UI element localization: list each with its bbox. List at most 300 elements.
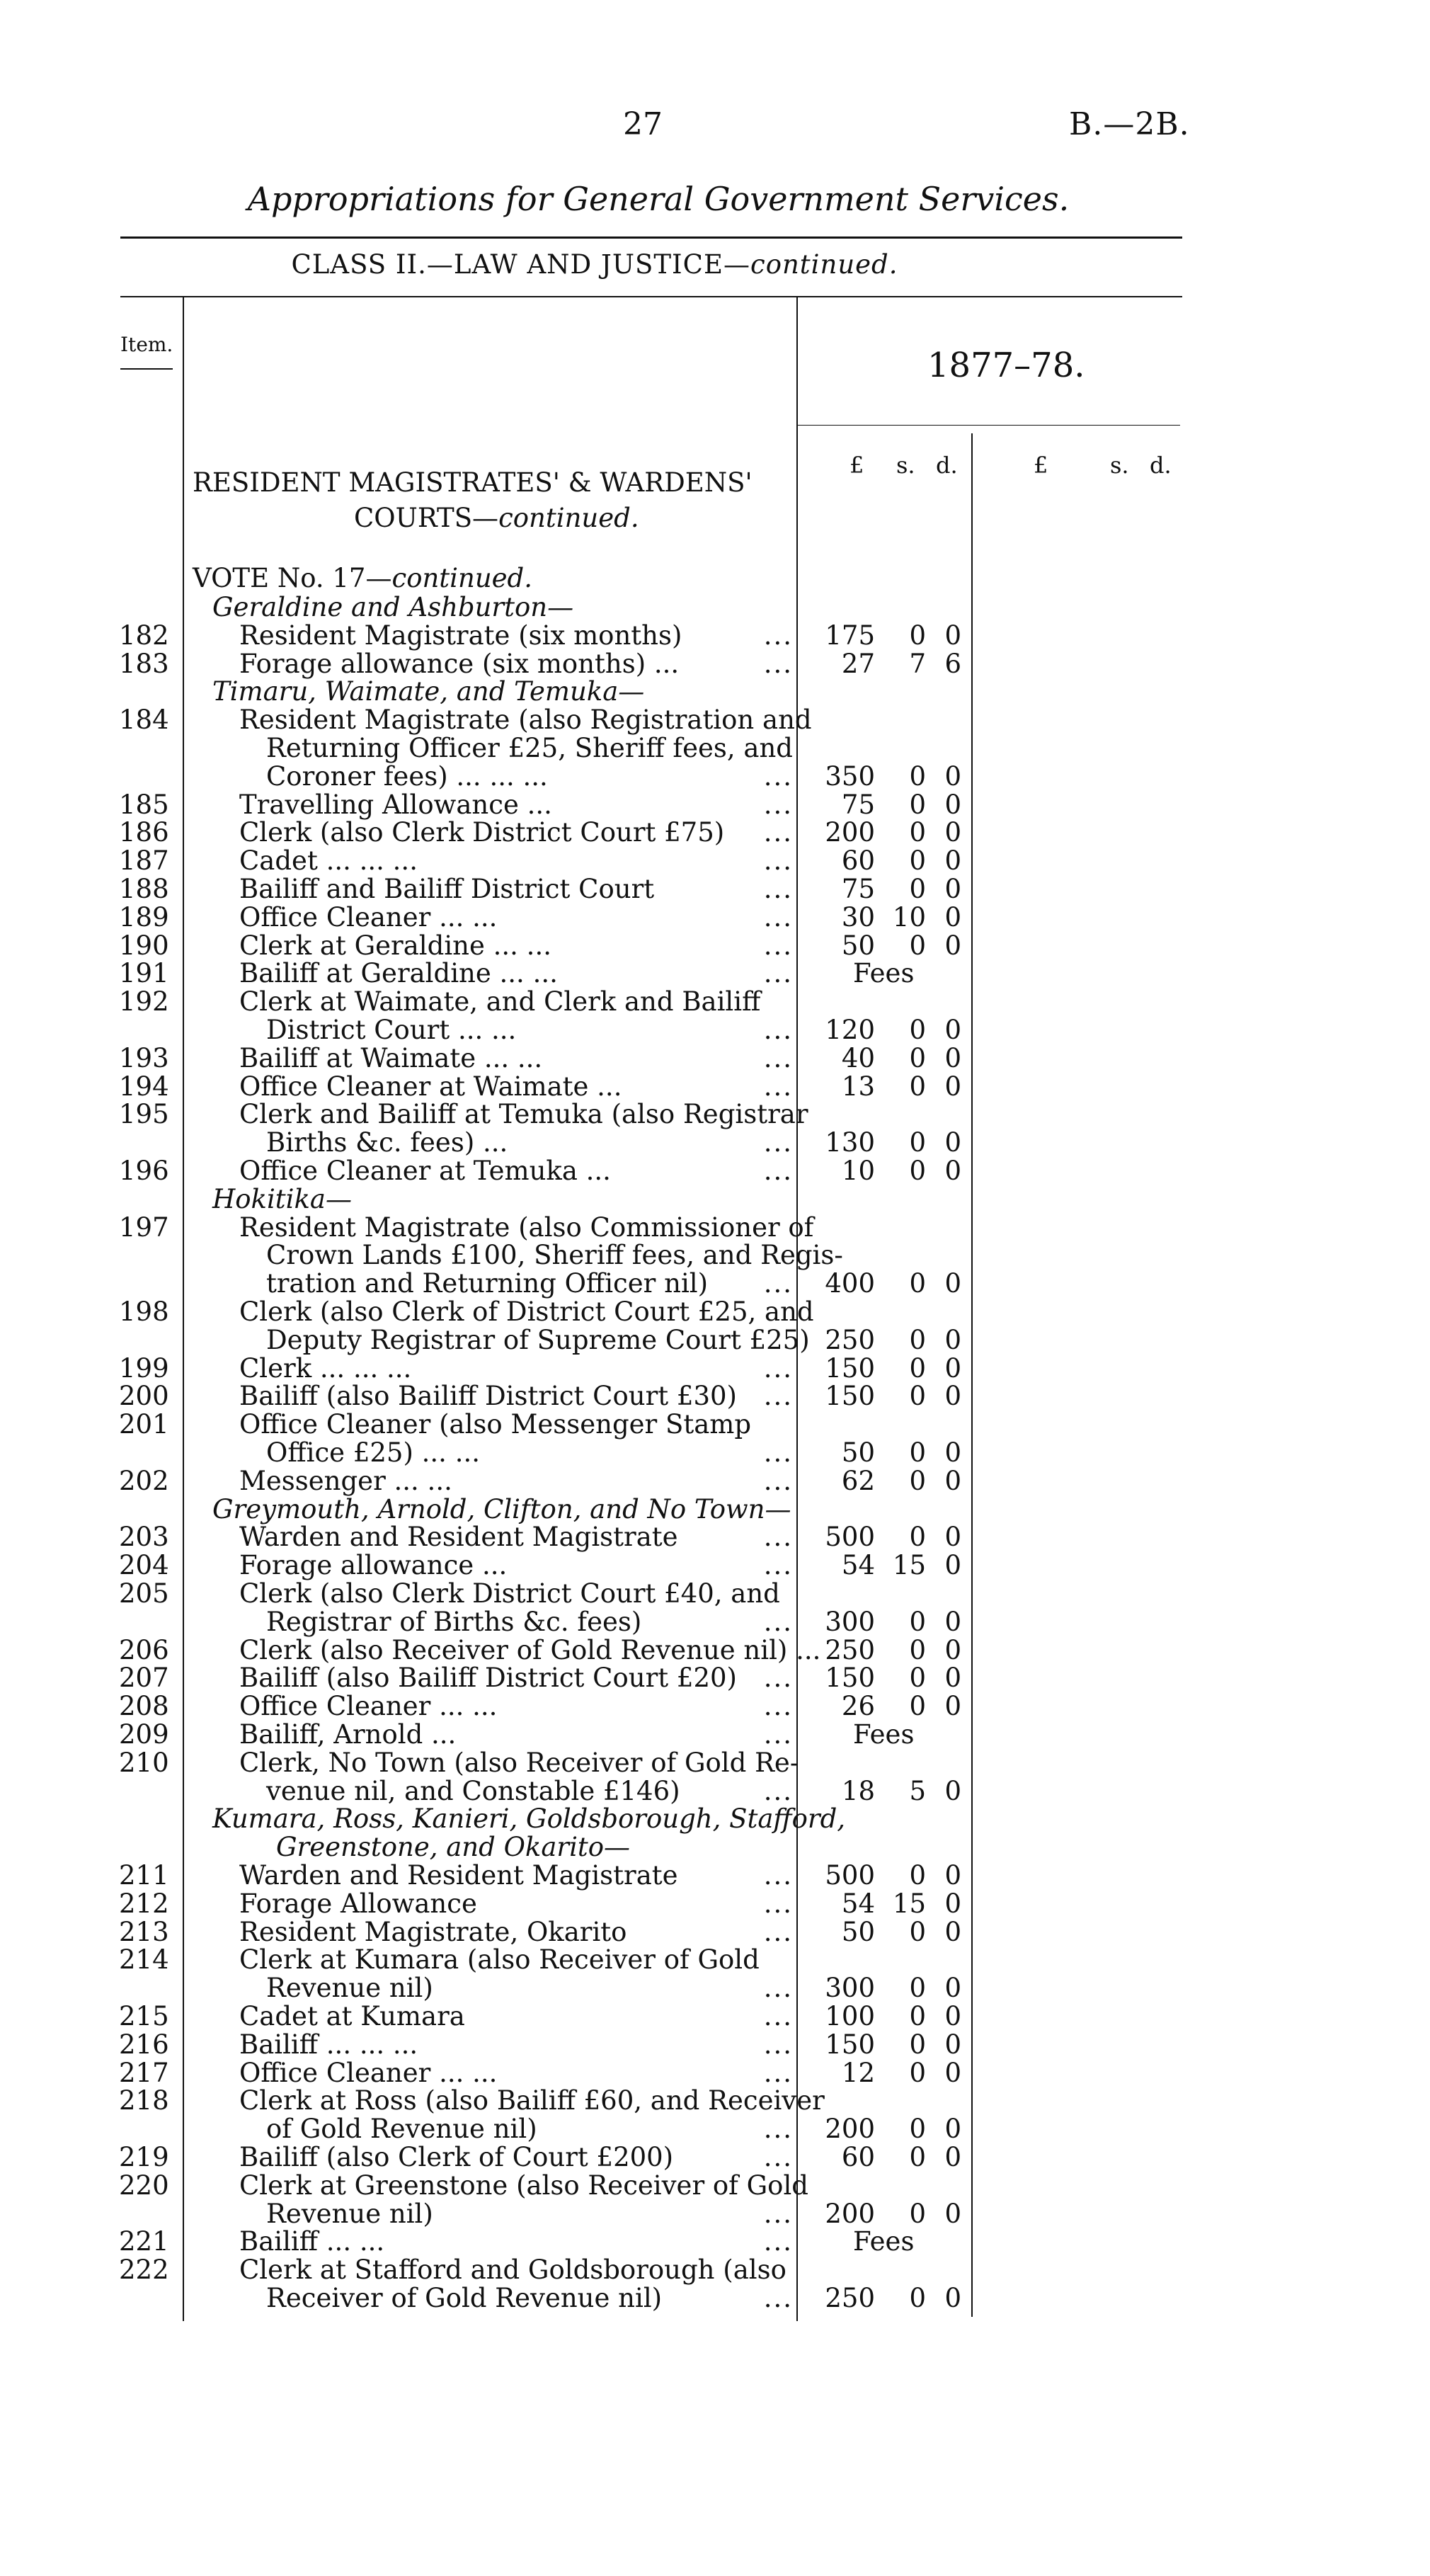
subheading-row	[0, 1495, 1430, 1524]
col2-pounds-header: £	[1034, 452, 1048, 479]
leader-dots: ...	[763, 1888, 793, 1919]
item-description: Bailiff (also Clerk of Court £200)	[239, 2142, 674, 2172]
amount-pence: 0	[944, 1888, 961, 1919]
table-row	[0, 1214, 1430, 1242]
leader-dots: ...	[763, 2001, 793, 2031]
item-number: 203	[119, 1522, 169, 1553]
item-description: Office Cleaner ... ...	[239, 901, 498, 933]
amount-pounds: 120	[825, 1015, 875, 1045]
amount-pounds: 30	[841, 901, 875, 933]
table-row	[0, 760, 1430, 792]
amount-pounds: 150	[825, 2029, 875, 2060]
item-description: Cadet at Kumara	[239, 2001, 465, 2031]
amount-pence: 0	[944, 1042, 961, 1073]
table-row	[0, 1777, 1430, 1806]
table-row	[0, 847, 1430, 875]
amount-shillings: 5	[909, 1775, 926, 1806]
table-row	[0, 1073, 1430, 1101]
item-description: Forage Allowance	[239, 1888, 477, 1919]
amount-shillings: 0	[909, 1437, 926, 1468]
amount-shillings: 0	[909, 874, 926, 904]
amount-pence: 0	[944, 1860, 961, 1891]
amount-pence: 0	[944, 1015, 961, 1045]
vote-heading	[193, 563, 532, 593]
item-number: 188	[119, 874, 169, 904]
amount-shillings: 0	[909, 2198, 926, 2229]
subheading-row	[0, 1185, 1430, 1214]
item-description: Warden and Resident Magistrate	[239, 1860, 678, 1891]
col1-pence-header: d.	[936, 452, 958, 479]
item-description: Forage allowance ...	[239, 1550, 508, 1581]
amount-shillings: 0	[909, 1127, 926, 1158]
amount-pounds: 50	[841, 930, 875, 961]
leader-dots: ...	[763, 1015, 793, 1045]
amount-pence: 0	[944, 2198, 961, 2229]
section-title-line2	[354, 503, 639, 533]
item-number: 207	[119, 1663, 169, 1694]
table-row	[0, 1636, 1430, 1665]
amount-pence: 0	[944, 1550, 961, 1581]
amount-fees: Fees	[853, 958, 915, 989]
amount-pence: 0	[944, 1381, 961, 1412]
leader-dots: ...	[763, 1071, 793, 1102]
amount-pounds: 100	[825, 2001, 875, 2031]
amount-shillings: 0	[909, 1522, 926, 1553]
table-row	[0, 650, 1430, 678]
item-number: 221	[119, 2226, 169, 2257]
item-number: 201	[119, 1409, 169, 1440]
table-row	[0, 2284, 1430, 2313]
col2-pence-header: d.	[1150, 452, 1172, 479]
item-number: 218	[119, 2085, 169, 2116]
amount-pounds: 150	[825, 1381, 875, 1412]
table-row	[0, 932, 1430, 960]
leader-dots: ...	[763, 2226, 793, 2257]
amount-pounds: 60	[841, 845, 875, 877]
leader-dots: ...	[763, 1719, 793, 1750]
amount-pence: 0	[944, 1324, 961, 1355]
item-description: Cadet ... ... ...	[239, 845, 418, 877]
amount-shillings: 0	[909, 1691, 926, 1722]
amount-pounds: 200	[825, 817, 875, 848]
item-description: of Gold Revenue nil)	[266, 2114, 537, 2145]
item-description: Warden and Resident Magistrate	[239, 1522, 678, 1553]
table-row	[0, 1890, 1430, 1918]
item-description: Revenue nil)	[266, 1973, 433, 2004]
amount-shillings: 0	[909, 2142, 926, 2172]
item-description: Clerk, No Town (also Receiver of Gold Re-	[239, 1747, 799, 1778]
item-description: Resident Magistrate, Okarito	[239, 1916, 627, 1947]
item-description: Office Cleaner at Waimate ...	[239, 1071, 622, 1102]
table-row	[0, 1157, 1430, 1185]
item-description: Bailiff, Arnold ...	[239, 1719, 457, 1750]
item-number: 208	[119, 1691, 169, 1722]
amount-pounds: 50	[841, 1437, 875, 1468]
item-description: Registrar of Births &c. fees)	[266, 1606, 642, 1637]
amount-pence: 0	[944, 1352, 961, 1384]
leader-dots: ...	[763, 2142, 793, 2172]
item-description: Clerk and Bailiff at Temuka (also Registrar	[239, 1099, 808, 1130]
amount-shillings: 0	[909, 1465, 926, 1496]
amount-shillings: 0	[909, 2283, 926, 2313]
amount-pounds: 62	[841, 1465, 875, 1496]
item-number: 212	[119, 1888, 169, 1919]
item-number: 194	[119, 1071, 169, 1102]
amount-shillings: 0	[909, 2057, 926, 2088]
amount-shillings: 0	[909, 1381, 926, 1412]
vote-text: VOTE No. 17—	[193, 563, 392, 593]
amount-shillings: 0	[909, 1860, 926, 1891]
amount-pounds: 75	[841, 874, 875, 904]
amount-pence: 0	[944, 1268, 961, 1299]
item-description: venue nil, and Constable £146)	[266, 1775, 680, 1806]
table-row	[0, 1352, 1430, 1384]
amount-pounds: 175	[825, 620, 875, 651]
item-description: Office Cleaner (also Messenger Stamp	[239, 1409, 752, 1440]
item-description: Resident Magistrate (also Commissioner of	[239, 1212, 814, 1243]
leader-dots: ...	[763, 1691, 793, 1722]
amount-shillings: 0	[909, 760, 926, 792]
amount-pence: 0	[944, 1522, 961, 1553]
amount-pounds: 500	[825, 1860, 875, 1891]
item-number: 199	[119, 1352, 169, 1384]
table-row	[0, 791, 1430, 819]
amount-pence: 0	[944, 1437, 961, 1468]
item-description: Clerk at Greenstone (also Receiver of Gold	[239, 2170, 808, 2201]
table-row	[0, 734, 1430, 763]
item-number: 206	[119, 1634, 169, 1665]
item-number: 202	[119, 1465, 169, 1496]
table-row	[0, 1270, 1430, 1298]
amount-pence: 0	[944, 2114, 961, 2145]
amount-pence: 0	[944, 760, 961, 792]
amount-pounds: 130	[825, 1127, 875, 1158]
amount-pence: 0	[944, 2029, 961, 2060]
item-description: Clerk at Geraldine ... ...	[239, 930, 551, 961]
class-heading	[0, 249, 1189, 280]
amount-pounds: 54	[841, 1888, 875, 1919]
table-row	[0, 1100, 1430, 1129]
amount-pence: 0	[944, 817, 961, 848]
item-description: Office £25) ... ...	[266, 1437, 480, 1468]
item-number: 197	[119, 1212, 169, 1243]
table-row	[0, 1551, 1430, 1580]
item-description: Coroner fees) ... ... ...	[266, 760, 548, 792]
amount-pence: 0	[944, 1156, 961, 1186]
item-description: Messenger ... ...	[239, 1465, 452, 1496]
amount-pence: 0	[944, 1606, 961, 1637]
item-header-rule	[120, 368, 173, 370]
subheading-row	[0, 593, 1430, 622]
item-description: Clerk at Kumara (also Receiver of Gold	[239, 1944, 760, 1976]
amount-pence: 0	[944, 1127, 961, 1158]
location-subheading: Greymouth, Arnold, Clifton, and No Town—	[212, 1493, 791, 1524]
item-number: 205	[119, 1578, 169, 1609]
vote-continued: continued.	[391, 563, 533, 593]
amount-shillings: 7	[909, 648, 926, 679]
leader-dots: ...	[763, 1550, 793, 1581]
amount-shillings: 0	[909, 845, 926, 877]
table-row	[0, 1721, 1430, 1749]
amount-pounds: 400	[825, 1268, 875, 1299]
item-description: Receiver of Gold Revenue nil)	[266, 2283, 663, 2313]
table-row	[0, 1439, 1430, 1467]
table-row	[0, 706, 1430, 734]
leader-dots: ...	[763, 2114, 793, 2145]
table-row	[0, 2172, 1430, 2200]
item-description: Clerk at Ross (also Bailiff £60, and Receiver	[239, 2085, 825, 2116]
amount-pence: 0	[944, 1663, 961, 1694]
item-description: Deputy Registrar of Supreme Court £25)	[266, 1324, 810, 1355]
amount-pounds: 250	[825, 1634, 875, 1665]
table-top-rule	[120, 296, 1182, 297]
amount-pence: 0	[944, 845, 961, 877]
amount-pounds: 150	[825, 1352, 875, 1384]
table-row	[0, 1749, 1430, 1777]
col1-pounds-header: £	[850, 452, 864, 479]
leader-dots: ...	[763, 1381, 793, 1412]
table-row	[0, 1523, 1430, 1551]
table-row	[0, 1692, 1430, 1721]
item-description: Crown Lands £100, Sheriff fees, and Regis-	[266, 1240, 843, 1271]
leader-dots: ...	[763, 1860, 793, 1891]
item-description: Bailiff ... ... ...	[239, 2029, 418, 2060]
item-number: 220	[119, 2170, 169, 2201]
section-title-text: COURTS—	[354, 503, 499, 533]
table-row	[0, 2087, 1430, 2115]
leader-dots: ...	[763, 2029, 793, 2060]
amount-fees: Fees	[853, 2226, 915, 2257]
table-row	[0, 2228, 1430, 2256]
subheading-row	[0, 678, 1430, 706]
amount-shillings: 0	[909, 1663, 926, 1694]
amount-pounds: 300	[825, 1973, 875, 2004]
leader-dots: ...	[763, 1663, 793, 1694]
item-description: District Court ... ...	[266, 1015, 517, 1045]
table-row	[0, 1664, 1430, 1692]
item-number: 192	[119, 986, 169, 1018]
leader-dots: ...	[763, 1127, 793, 1158]
year-rule	[798, 425, 1180, 426]
location-subheading: Greenstone, and Okarito—	[276, 1832, 631, 1863]
amount-shillings: 0	[909, 1634, 926, 1665]
item-number: 190	[119, 930, 169, 961]
item-number: 200	[119, 1381, 169, 1412]
class-heading-text: CLASS II.—LAW AND JUSTICE—	[291, 249, 750, 280]
item-number: 219	[119, 2142, 169, 2172]
amount-shillings: 0	[909, 1973, 926, 2004]
table-row	[0, 1326, 1430, 1355]
table-row	[0, 1918, 1430, 1947]
amount-shillings: 0	[909, 620, 926, 651]
leader-dots: ...	[763, 760, 793, 792]
item-number: 214	[119, 1944, 169, 1976]
item-description: Bailiff (also Bailiff District Court £20)	[239, 1663, 737, 1694]
amount-shillings: 0	[909, 1071, 926, 1102]
table-row	[0, 1410, 1430, 1439]
leader-dots: ...	[763, 620, 793, 651]
amount-pence: 0	[944, 620, 961, 651]
amount-shillings: 0	[909, 789, 926, 820]
leader-dots: ...	[763, 874, 793, 904]
amount-pounds: 350	[825, 760, 875, 792]
amount-shillings: 0	[909, 2001, 926, 2031]
leader-dots: ...	[763, 648, 793, 679]
amount-pence: 0	[944, 1465, 961, 1496]
item-number: 191	[119, 958, 169, 989]
table-row	[0, 1044, 1430, 1073]
item-description: Clerk (also Receiver of Gold Revenue nil) ...	[239, 1634, 821, 1665]
amount-pounds: 300	[825, 1606, 875, 1637]
amount-shillings: 0	[909, 1352, 926, 1384]
amount-pence: 0	[944, 2142, 961, 2172]
table-row	[0, 2143, 1430, 2172]
amount-pounds: 10	[841, 1156, 875, 1186]
amount-pence: 6	[944, 648, 961, 679]
amount-pence: 0	[944, 1775, 961, 1806]
item-description: tration and Returning Officer nil)	[266, 1268, 709, 1299]
item-description: Resident Magistrate (also Registration and	[239, 705, 812, 736]
amount-pence: 0	[944, 2057, 961, 2088]
item-number: 195	[119, 1099, 169, 1130]
item-number: 182	[119, 620, 169, 651]
page-number: 27	[623, 106, 663, 142]
item-number: 196	[119, 1156, 169, 1186]
item-description: Clerk at Stafford and Goldsborough (also	[239, 2255, 786, 2286]
leader-dots: ...	[763, 2057, 793, 2088]
table-row	[0, 2200, 1430, 2228]
item-description: Bailiff at Waimate ... ...	[239, 1042, 543, 1073]
table-row	[0, 1946, 1430, 1974]
amount-pounds: 26	[841, 1691, 875, 1722]
item-description: Bailiff ... ...	[239, 2226, 385, 2257]
amount-pence: 0	[944, 874, 961, 904]
leader-dots: ...	[763, 789, 793, 820]
amount-pence: 0	[944, 1071, 961, 1102]
table-row	[0, 1241, 1430, 1270]
table-row	[0, 1016, 1430, 1044]
leader-dots: ...	[763, 1916, 793, 1947]
item-description: Returning Officer £25, Sheriff fees, and	[266, 733, 793, 763]
table-row	[0, 2115, 1430, 2143]
amount-pence: 0	[944, 1691, 961, 1722]
leader-dots: ...	[763, 901, 793, 933]
leader-dots: ...	[763, 1606, 793, 1637]
amount-pounds: 60	[841, 2142, 875, 2172]
amount-pence: 0	[944, 789, 961, 820]
amount-shillings: 0	[909, 817, 926, 848]
amount-pounds: 250	[825, 2283, 875, 2313]
leader-dots: ...	[763, 1775, 793, 1806]
item-description: Revenue nil)	[266, 2198, 433, 2229]
item-number: 189	[119, 901, 169, 933]
title-rule	[120, 236, 1182, 239]
item-number: 185	[119, 789, 169, 820]
leader-dots: ...	[763, 817, 793, 848]
amount-shillings: 0	[909, 1156, 926, 1186]
location-subheading: Timaru, Waimate, and Temuka—	[212, 676, 645, 707]
item-number: 210	[119, 1747, 169, 1778]
amount-shillings: 15	[892, 1888, 926, 1919]
leader-dots: ...	[763, 845, 793, 877]
amount-shillings: 15	[892, 1550, 926, 1581]
amount-pence: 0	[944, 1973, 961, 2004]
item-description: Clerk ... ... ...	[239, 1352, 412, 1384]
amount-pounds: 13	[841, 1071, 875, 1102]
amount-shillings: 0	[909, 1916, 926, 1947]
amount-pence: 0	[944, 901, 961, 933]
subheading-row	[0, 1833, 1430, 1862]
leader-dots: ...	[763, 1156, 793, 1186]
table-row	[0, 875, 1430, 904]
location-subheading: Geraldine and Ashburton—	[212, 592, 574, 622]
amount-pence: 0	[944, 1634, 961, 1665]
location-subheading: Hokitika—	[212, 1183, 352, 1214]
amount-shillings: 10	[892, 901, 926, 933]
item-description: Travelling Allowance ...	[239, 789, 552, 820]
amount-shillings: 0	[909, 1606, 926, 1637]
amount-pounds: 50	[841, 1916, 875, 1947]
amount-pence: 0	[944, 2001, 961, 2031]
table-row	[0, 2059, 1430, 2087]
table-row	[0, 959, 1430, 988]
section-title-line1: RESIDENT MAGISTRATES' & WARDENS'	[193, 467, 753, 498]
table-row	[0, 1862, 1430, 1890]
table-row	[0, 1580, 1430, 1608]
leader-dots: ...	[763, 1973, 793, 2004]
amount-pounds: 40	[841, 1042, 875, 1073]
table-row	[0, 1467, 1430, 1495]
item-description: Office Cleaner ... ...	[239, 2057, 498, 2088]
table-row	[0, 1129, 1430, 1157]
amount-pounds: 18	[841, 1775, 875, 1806]
year-header: 1877–78.	[927, 346, 1085, 385]
amount-shillings: 0	[909, 1042, 926, 1073]
table-row	[0, 1608, 1430, 1636]
table-row	[0, 2256, 1430, 2284]
item-description: Births &c. fees) ...	[266, 1127, 508, 1158]
item-number: 209	[119, 1719, 169, 1750]
document-reference: B.—2B.	[1069, 106, 1190, 142]
leader-dots: ...	[763, 1437, 793, 1468]
table-row	[0, 1382, 1430, 1410]
item-number: 183	[119, 648, 169, 679]
item-description: Clerk (also Clerk of District Court £25, and	[239, 1296, 814, 1327]
amount-pounds: 75	[841, 789, 875, 820]
item-number: 222	[119, 2255, 169, 2286]
section-title-continued: continued.	[498, 503, 639, 533]
amount-pounds: 150	[825, 1663, 875, 1694]
amount-pence: 0	[944, 1916, 961, 1947]
leader-dots: ...	[763, 1522, 793, 1553]
table-row	[0, 2002, 1430, 2031]
item-number: 184	[119, 705, 169, 736]
item-description: Clerk (also Clerk District Court £75)	[239, 817, 725, 848]
item-number: 217	[119, 2057, 169, 2088]
page-title: Appropriations for General Government Services.	[247, 180, 1070, 218]
amount-pounds: 500	[825, 1522, 875, 1553]
item-description: Clerk (also Clerk District Court £40, and	[239, 1578, 780, 1609]
amount-pounds: 200	[825, 2198, 875, 2229]
leader-dots: ...	[763, 1465, 793, 1496]
amount-pounds: 12	[841, 2057, 875, 2088]
item-number: 216	[119, 2029, 169, 2060]
leader-dots: ...	[763, 2283, 793, 2313]
amount-pounds: 200	[825, 2114, 875, 2145]
amount-pence: 0	[944, 2283, 961, 2313]
item-number: 213	[119, 1916, 169, 1947]
leader-dots: ...	[763, 2198, 793, 2229]
